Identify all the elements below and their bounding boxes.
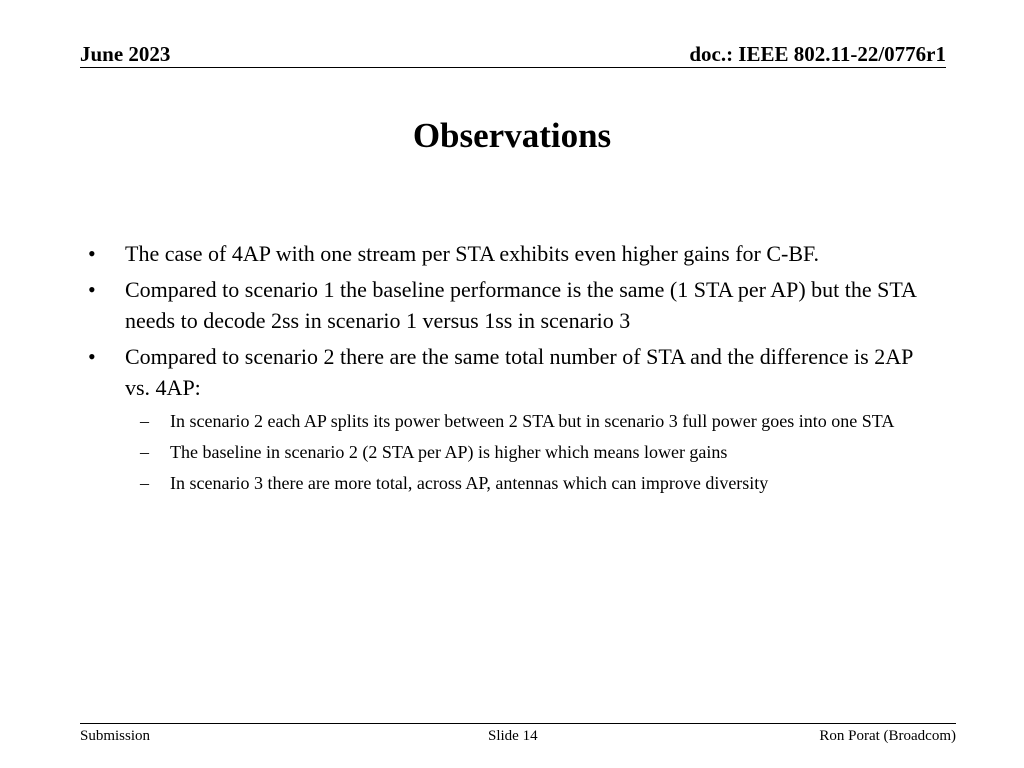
header-doc-id: doc.: IEEE 802.11-22/0776r1: [689, 42, 946, 66]
bullet-item: [80, 238, 940, 269]
sub-bullet-item: [80, 470, 940, 496]
bullet-text: The case of 4AP with one stream per STA exhibits even higher gains for C-BF.: [125, 241, 820, 266]
slide-body: [80, 238, 940, 501]
bullet-item: [80, 274, 940, 336]
slide-number: Slide 14: [488, 728, 538, 744]
footer-submission: Submission: [80, 728, 151, 744]
sub-bullet-text: The baseline in scenario 2 (2 STA per AP) is higher which means lower gains: [170, 442, 728, 462]
slide-title: Observations: [412, 116, 612, 155]
bullet-item: [80, 341, 940, 403]
bullet-text: Compared to scenario 1 the baseline performance is the same (1 STA per AP) but the STA needs to decode 2ss in scenario 1 versus 1ss in scenario 3: [125, 277, 916, 333]
bullet-marker: •: [88, 344, 96, 369]
bullet-marker: •: [88, 277, 96, 302]
sub-bullet-item: [80, 439, 940, 465]
sub-bullet-marker: –: [140, 473, 149, 493]
sub-bullet-text: In scenario 2 each AP splits its power between 2 STA but in scenario 3 full power goes into one STA: [170, 411, 895, 431]
header-divider: [80, 67, 946, 68]
footer-author: Ron Porat (Broadcom): [819, 728, 956, 744]
bullet-text: Compared to scenario 2 there are the same total number of STA and the difference is 2AP vs. 4AP:: [125, 344, 913, 400]
sub-bullet-item: [80, 408, 940, 434]
footer-divider: [80, 723, 956, 724]
sub-bullet-marker: –: [140, 442, 149, 462]
bullet-marker: •: [88, 241, 96, 266]
header-date: June 2023: [80, 42, 171, 66]
sub-bullet-marker: –: [140, 411, 149, 431]
sub-bullet-text: In scenario 3 there are more total, across AP, antennas which can improve diversity: [170, 473, 769, 493]
